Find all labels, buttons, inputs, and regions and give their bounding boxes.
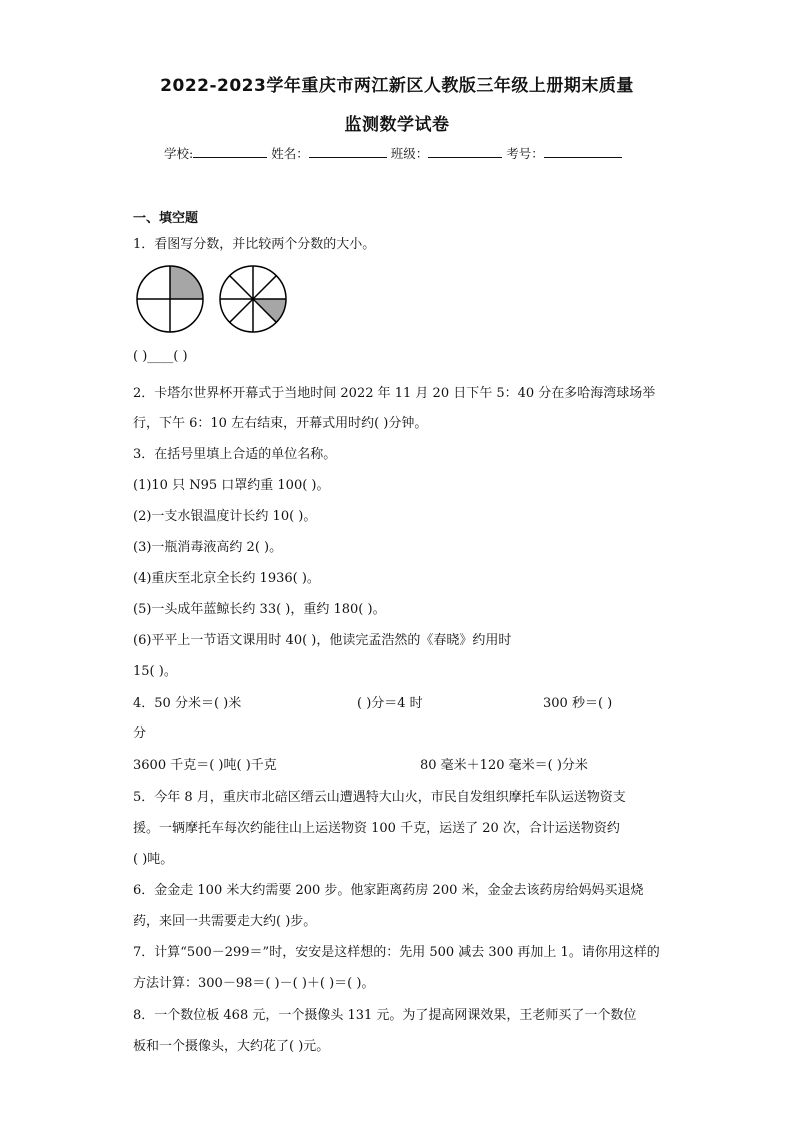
exam-title-line1: 2022-2023学年重庆市两江新区人教版三年级上册期末质量 <box>160 76 634 96</box>
q5-line2: 援。一辆摩托车每次约能往山上运送物资 100 千克，运送了 20 次，合计运送物资约 <box>133 821 620 836</box>
q4-item-d: 3600 千克＝( )吨( )千克 <box>133 758 277 773</box>
q4-item-c: 300 秒＝( ) <box>543 696 613 711</box>
q3-part6-line1: (6)平平上一节语文课用时 40( )，他读完孟浩然的《春晓》约用时 <box>133 633 512 648</box>
q5-line3: ( )吨。 <box>133 852 174 867</box>
q6-line2: 药，来回一共需要走大约( )步。 <box>133 914 317 929</box>
q4-item-b: ( )分＝4 时 <box>357 696 423 711</box>
q3-part2: (2)一支水银温度计长约 10( )。 <box>133 509 317 524</box>
exam-no-label: 考号： <box>506 146 544 161</box>
q3-part4: (4)重庆至北京全长约 1936( )。 <box>133 571 320 586</box>
q3-part3: (3)一瓶消毒液高约 2( )。 <box>133 540 283 555</box>
q7-line1: 7．计算“500－299＝”时，安安是这样想的：先用 500 减去 300 再加上 1。请你用这样的 <box>133 945 660 960</box>
name-blank[interactable] <box>309 144 387 158</box>
section-title: 一、填空题 <box>133 211 199 226</box>
q4-item-e: 80 毫米＋120 毫米＝( )分米 <box>420 758 588 773</box>
student-info-row <box>164 144 622 162</box>
school-blank[interactable] <box>193 144 267 158</box>
q3-part6-line2: 15( )。 <box>133 664 177 679</box>
q6-line1: 6．金金走 100 米大约需要 200 步。他家距离药房 200 米，金金去该药房给妈妈买退烧 <box>133 883 644 898</box>
q5-line1: 5．今年 8 月，重庆市北碚区缙云山遭遇特大山火，市民自发组织摩托车队运送物资支 <box>133 790 626 805</box>
q2-line2: 行，下午 6：10 左右结束，开幕式用时约( )分钟。 <box>133 416 428 431</box>
class-blank[interactable] <box>428 144 502 158</box>
school-label: 学校: <box>164 146 194 161</box>
name-label: 姓名： <box>271 146 309 161</box>
q1-text: 1．看图写分数，并比较两个分数的大小。 <box>133 237 376 252</box>
q4-item-a: 4．50 分米＝( )米 <box>133 696 242 711</box>
q4-item-c-unit: 分 <box>133 726 147 741</box>
q3-part1: (1)10 只 N95 口罩约重 100( )。 <box>133 478 330 493</box>
q8-line2: 板和一个摄像头，大约花了( )元。 <box>133 1039 330 1054</box>
exam-no-blank[interactable] <box>544 144 622 158</box>
q7-line2: 方法计算：300－98＝( )－( )＋( )＝( )。 <box>133 976 375 991</box>
exam-title-line2: 监测数学试卷 <box>344 115 450 135</box>
class-label: 班级： <box>390 146 429 161</box>
circle-eighths <box>220 266 286 332</box>
circle-quarters <box>137 266 203 332</box>
q1-answer-blanks[interactable]: ( )____( ) <box>133 349 188 364</box>
q3-text: 3．在括号里填上合适的单位名称。 <box>133 447 337 462</box>
q2-line1: 2．卡塔尔世界杯开幕式于当地时间 2022 年 11 月 20 日下午 5：40 分在多哈海湾球场举 <box>133 386 656 401</box>
q3-part5: (5)一头成年蓝鲸长约 33( )，重约 180( )。 <box>133 602 386 617</box>
q8-line1: 8．一个数位板 468 元，一个摄像头 131 元。为了提高网课效果，王老师买了一个数位 <box>133 1008 637 1023</box>
fraction-circles-figure <box>133 264 293 336</box>
